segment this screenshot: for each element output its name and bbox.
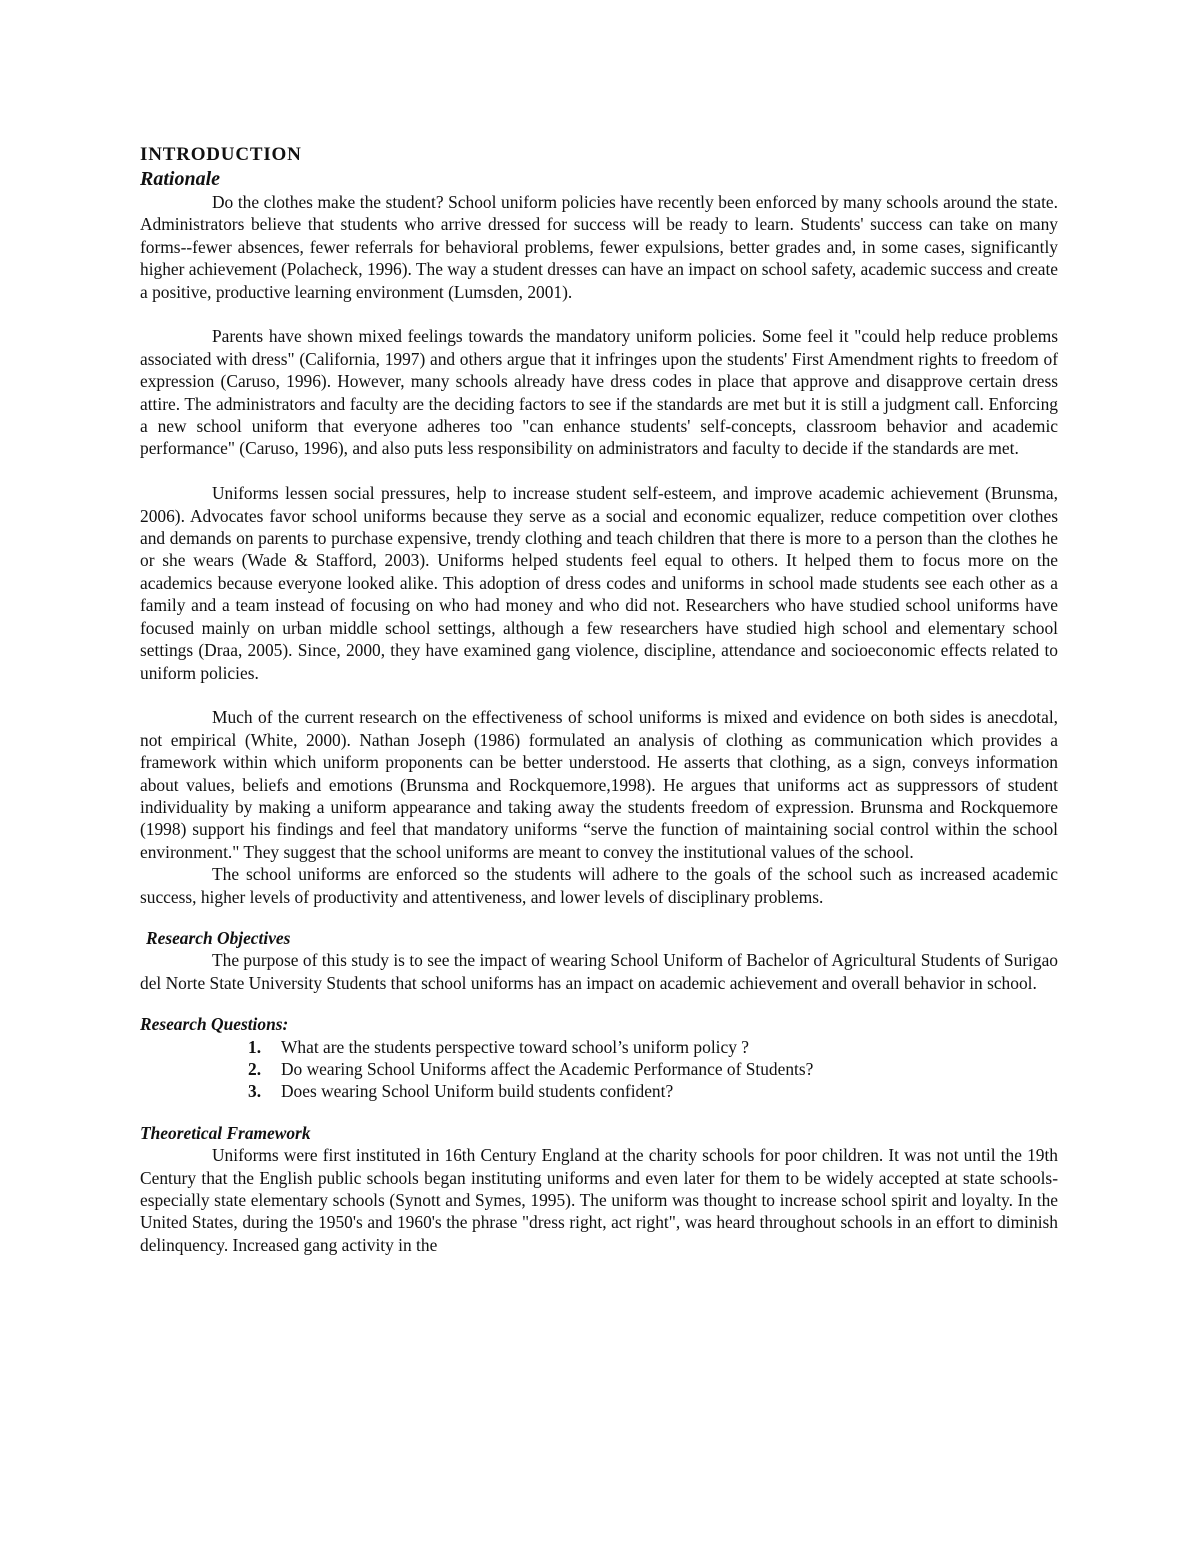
list-item-text: Do wearing School Uniforms affect the Academic Performance of Students? xyxy=(281,1058,814,1079)
list-item xyxy=(140,1036,1058,1058)
questions-list xyxy=(140,1036,1058,1103)
questions-title xyxy=(140,1013,1058,1035)
framework-paragraph: Uniforms were first instituted in 16th Century England at the charity schools for poor children. It was not until the 19th Century that the English public schools began instituting uniforms and even later for them to be widely accepted at state schools- especially state elementary schools (Synott and Symes, 1995). The uniform was thought to increase school spirit and loyalty. In the United States, during the 1950's and 1960's the phrase "dress right, act right", was heard throughout schools in an effort to diminish delinquency. Increased gang activity in the xyxy=(140,1145,1058,1255)
list-item xyxy=(140,1058,1058,1080)
framework-title: Theoretical Framework xyxy=(140,1122,311,1143)
rationale-paragraph-3: Uniforms lessen social pressures, help to increase student self-esteem, and improve academic achievement (Brunsma, 2006). Advocates favor school uniforms because they serve as a social and economic equalizer, reduce competition over clothes and demands on parents to purchase expensive, trendy clothing and teach children that there is more to a person than the clothes he or she wears (Wade & Stafford, 2003). Uniforms helped students feel equal to others. It helped them to focus more on the academics because everyone looked alike. This adoption of dress codes and uniforms in school made students see each other as a family and a team instead of focusing on who had money and who did not. Researchers who have studied school uniforms have focused mainly on urban middle school settings, although a few researchers have studied high school and elementary school settings (Draa, 2005). Since, 2000, they have examined gang violence, discipline, attendance and socioeconomic effects related to uniform policies. xyxy=(140,483,1058,683)
rationale-paragraph-2: Parents have shown mixed feelings towards the mandatory uniform policies. Some feel it "could help reduce problems associated with dress" (California, 1997) and others argue that it infringes upon the students' First Amendment rights to freedom of expression (Caruso, 1996). However, many schools already have dress codes in place that approve and disapprove certain dress attire. The administrators and faculty are the deciding factors to see if the standards are met but it is still a judgment call. Enforcing a new school uniform that everyone adheres too "can enhance students' self-concepts, classroom behavior and academic performance" (Caruso, 1996), and also puts less responsibility on administrators and faculty to decide if the standards are met. xyxy=(140,326,1058,459)
rationale-paragraph-4: Much of the current research on the effectiveness of school uniforms is mixed and evidence on both sides is anecdotal, not empirical (White, 2000). Nathan Joseph (1986) formulated an analysis of clothing as communication which provides a framework within which uniform proponents can be better understood. He asserts that clothing, as a sign, conveys information about values, beliefs and emotions (Brunsma and Rockquemore,1998). He argues that uniforms act as suppressors of student individuality by making a uniform appearance and taking away the students freedom of expression. Brunsma and Rockquemore (1998) support his findings and feel that mandatory uniforms “serve the function of maintaining social control within the school environment." They suggest that the school uniforms are meant to convey the institutional values of the school. xyxy=(140,707,1058,862)
list-item xyxy=(140,1080,1058,1102)
list-item-text: Does wearing School Uniform build students confident? xyxy=(281,1081,674,1102)
questions-title-suffix: : xyxy=(282,1014,289,1035)
rationale-paragraph-1: Do the clothes make the student? School uniform policies have recently been enforced by many schools around the state. Administrators believe that students who arrive dressed for success will be ready to learn. Students' success can take on many forms--fewer absences, fewer referrals for behavioral problems, fewer expulsions, better grades and, in some cases, significantly higher achievement (Polacheck, 1996). The way a student dresses can have an impact on school safety, academic success and create a positive, productive learning environment (Lumsden, 2001). xyxy=(140,192,1058,302)
questions-title-text: Research Questions xyxy=(140,1014,283,1035)
list-item-number: 3. xyxy=(248,1081,262,1102)
list-item-text: What are the students perspective toward school’s uniform policy ? xyxy=(281,1036,749,1057)
objectives-paragraph: The purpose of this study is to see the impact of wearing School Uniform of Bachelor of Agricultural Students of Surigao del Norte State University Students that school uniforms has an impact on academic achievement and overall behavior in school. xyxy=(140,950,1058,993)
list-item-number: 2. xyxy=(248,1058,262,1079)
rationale-title: Rationale xyxy=(140,168,221,190)
rationale-paragraph-5: The school uniforms are enforced so the students will adhere to the goals of the school such as increased academic success, higher levels of productivity and attentiveness, and lower levels of disciplinary problems. xyxy=(140,864,1058,907)
document-body xyxy=(140,143,1058,1256)
objectives-title: Research Objectives xyxy=(146,927,291,948)
section-heading: INTRODUCTION xyxy=(140,144,302,165)
list-item-number: 1. xyxy=(248,1036,262,1057)
